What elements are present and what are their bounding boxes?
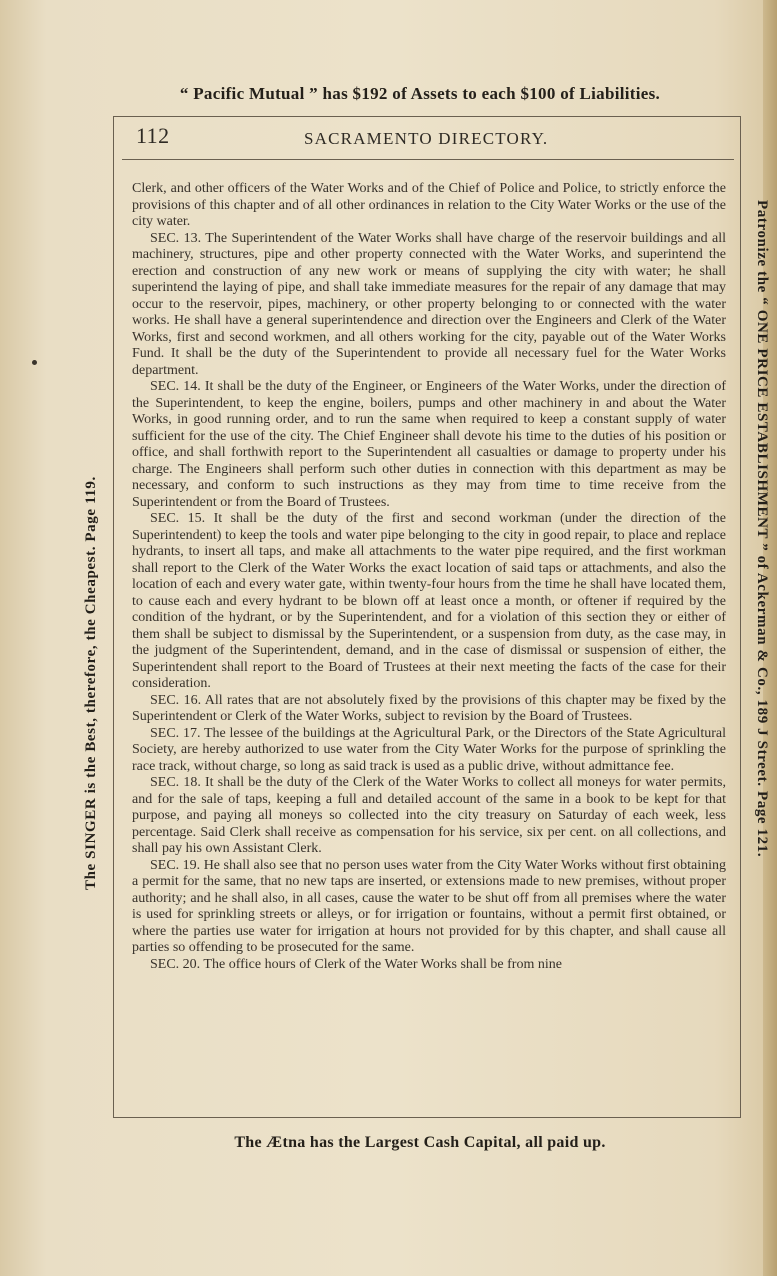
paragraph-sec-14: SEC. 14. It shall be the duty of the Engineer, or Engineers of the Water Works, under the direction of the Superintendent, to keep the engine, boilers, pumps and other machinery in and about the Water Works, in good running order, and to run the same when required to keep a constant supply of water sufficient for the use of the city. The Chief Engineer shall devote his time to the duties of his position or office, and shall forthwith report to the Superintendent all casualties or damage to property under his charge. The Engineers shall perform such other duties in connection with this department as may be necessary, and conform to such instructions as they may from time to time receive from the Superintendent or from the Board of Trustees. <box>132 379 726 510</box>
paragraph-continuation: Clerk, and other officers of the Water Works and of the Chief of Police and Police, to strictly enforce the provisions of this chapter and of all other ordinances in relation to the City Water Works or the use of the city water. <box>132 181 726 229</box>
paragraph-sec-19: SEC. 19. He shall also see that no person uses water from the City Water Works without first obtaining a permit for the same, that no new taps are inserted, or extensions made to new premises, without proper authority; and he shall also, in all cases, cause the water to be shut off from all premises where the water is used for sprinkling streets or alleys, or for irrigation or fountains, without a permit first obtained, or where the parties use water for irrigation at hours not provided for by this chapter, and shall cause all parties so offending to be prosecuted for the same. <box>132 857 726 955</box>
bottom-advertisement: The Ætna has the Largest Cash Capital, all paid up. <box>234 1134 606 1151</box>
running-head <box>114 117 740 157</box>
paragraph-sec-17: SEC. 17. The lessee of the buildings at the Agricultural Park, or the Directors of the State Agricultural Society, are hereby authorized to use water from the City Water Works for the purpose of sprinkling the race track, without charge, so long as said track is used as a public drive, without admittance fee. <box>132 725 726 774</box>
text-frame <box>113 116 741 1118</box>
left-margin-advertisement: The SINGER is the Best, therefore, the Cheapest. Page 119. <box>83 476 99 890</box>
paragraph-sec-18: SEC. 18. It shall be the duty of the Clerk of the Water Works to collect all moneys for water permits, and for the sale of taps, keeping a full and detailed account of the same in a book to be kept for that purpose, and paying all moneys so collected into the city treasury on Saturday of each week, less percentage. Said Clerk shall receive as compensation for his service, six per cent. on all collections, and shall pay his own Assistant Clerk. <box>132 775 726 856</box>
header-rule <box>122 159 734 160</box>
right-margin-advertisement: Patronize the “ ONE PRICE ESTABLISHMENT ” of Ackerman & Co., 189 J Street. Page 121. <box>754 200 770 858</box>
paragraph-sec-20: SEC. 20. The office hours of Clerk of the Water Works shall be from nine <box>150 956 562 972</box>
ink-spot <box>32 360 37 365</box>
ordinance-text <box>132 181 726 973</box>
running-title: SACRAMENTO DIRECTORY. <box>304 129 549 148</box>
paragraph-sec-16: SEC. 16. All rates that are not absolutely fixed by the provisions of this chapter may be fixed by the Superintendent or Clerk of the Water Works, subject to revision by the Board of Trustees. <box>132 692 726 724</box>
top-advertisement: “ Pacific Mutual ” has $192 of Assets to each $100 of Liabilities. <box>179 84 661 103</box>
page-number: 112 <box>136 123 170 148</box>
paragraph-sec-13: SEC. 13. The Superintendent of the Water Works shall have charge of the reservoir buildings and all machinery, structures, pipe and other property connected with the Water Works, and superintend the erection and construction of any new work or means of supplying the city with water; he shall superintend the laying of pipe, and shall take immediate measures for the repair of any damage that may occur to the reservoir, pipes, machinery, or other property belonging to or connected with the water works. He shall have a general superintendence and direction over the Engineers and Clerk of the Water Works, first and second workmen, and all others working for the city, payable out of the Water Works Fund. It shall be the duty of the Superintendent to provide all necessary fuel for the Water Works department. <box>132 230 726 378</box>
paragraph-sec-15: SEC. 15. It shall be the duty of the first and second workman (under the direction of the Superintendent) to keep the tools and water pipe belonging to the city in good repair, to place and replace hydrants, to insert all taps, and make all attachments to the water pipe required, and the first workman shall report to the Clerk of the Water Works the exact location of said taps or attachments, and also the location of each and every water gate, within twenty-four hours from the time he shall have located them, to cause each and every hydrant to be blown off at least once a month, or oftener if required by the condition of the hydrant, or by the Superintendent, and for a violation of this section they or either of them shall be subject to dismissal by the Superintendent, or a suspension from duty, as the case may, in the judgment of the Superintendent, demand, and in the case of dismissal or suspension of either, the Superintendent shall report to the Board of Trustees at their next meeting the facts of the case for their consideration. <box>132 511 726 691</box>
